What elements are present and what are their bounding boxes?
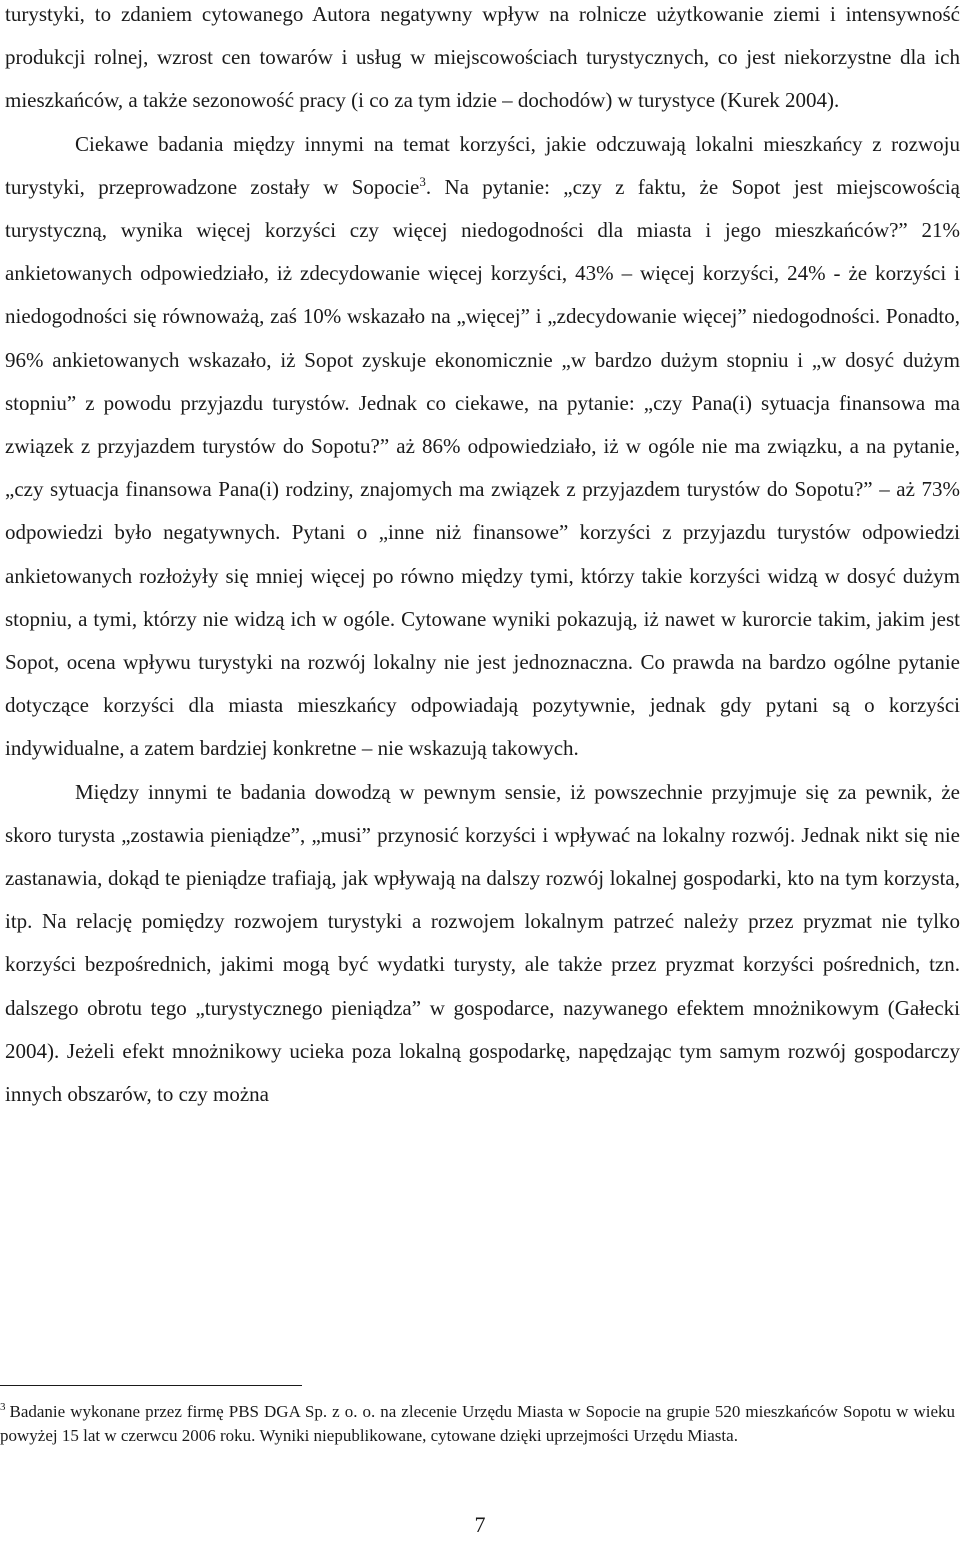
paragraph-2-text-rest: . Na pytanie: „czy z faktu, że Sopot jest miejscowością turystyczną, wynika więcej korzyści czy więcej niedogodności dla miasta i jego mieszkańców?” 21% ankietowanych odpowiedziało, iż zdecydowanie więcej korzyści, 43% – więcej korzyści, 24% - że korzyści i niedogodności się równoważą, zaś 10% wskazało na „więcej” i „zdecydowanie więcej” niedogodności. Ponadto, 96% ankietowanych wskazało, iż Sopot zyskuje ekonomicznie „w bardzo dużym stopniu i „w dosyć dużym stopniu” z powodu przyjazdu turystów. Jednak co ciekawe, na pytanie: „czy Pana(i) sytuacja finansowa ma związek z przyjazdem turystów do Sopotu?” aż 86% odpowiedziało, iż w ogóle nie ma związku, a na pytanie, „czy sytuacja finansowa Pana(i) rodziny, znajomych ma związek z przyjazdem turystów do Sopotu?” – aż 73% odpowiedzi było negatywnych. Pytani o „inne niż finansowe” korzyści z przyjazdu turystów odpowiedzi ankietowanych rozłożyły się mniej więcej po równo między tymi, którzy takie korzyści widzą w dosyć dużym stopniu, a tymi, którzy nie widzą ich w ogóle. Cytowane wyniki pokazują, iż nawet w kurorcie takim, jakim jest Sopot, ocena wpływu turystyki na rozwój lokalny nie jest jednoznaczna. Co prawda na bardzo ogólne pytanie dotyczące korzyści dla miasta mieszkańcy odpowiadają pozytywnie, jednak gdy pytani są o korzyści indywidualne, a zatem bardziej konkretne – nie wskazują takowych. [5, 174, 960, 761]
document-body [5, 0, 960, 1116]
paragraph-2-text-start: Ciekawe badania między innymi na temat korzyści, jakie odczuwają lokalni mieszkańcy z rozwoju turystyki, przeprowadzone zostały w Sopocie [5, 131, 960, 199]
paragraph-1: turystyki, to zdaniem cytowanego Autora negatywny wpływ na rolnicze użytkowanie ziemi i intensywność produkcji rolnej, wzrost cen towarów i usług w miejscowościach turystycznych, co jest niekorzystne dla ich mieszkańców, a także sezonowość pracy (i co za tym idzie – dochodów) w turystyce (Kurek 2004). [5, 2, 960, 113]
footnote-separator [0, 1385, 302, 1386]
footnote-mark: 3 [0, 1401, 6, 1414]
page-number: 7 [474, 1512, 486, 1537]
footnote [0, 1400, 955, 1447]
paragraph-2 [5, 123, 960, 771]
footnote-text: Badanie wykonane przez firmę PBS DGA Sp. z o. o. na zlecenie Urzędu Miasta w Sopocie na grupie 520 mieszkańców Sopotu w wieku powyżej 15 lat w czerwcu 2006 roku. Wyniki niepublikowane, cytowane dzięki uprzejmości Urzędu Miasta. [0, 1402, 955, 1445]
footnote-reference: 3 [419, 173, 426, 189]
paragraph-3: Między innymi te badania dowodzą w pewnym sensie, iż powszechnie przyjmuje się za pewnik, że skoro turysta „zostawia pieniądze”, „musi” przynosić korzyści i wpływać na lokalny rozwój. Jednak nikt się nie zastanawia, dokąd te pieniądze trafiają, jak wpływają na dalszy rozwój lokalnej gospodarki, kto na tym korzysta, itp. Na relację pomiędzy rozwojem turystyki a rozwojem lokalnym patrzeć należy przez pryzmat nie tylko korzyści bezpośrednich, jakimi mogą być wydatki turysty, ale także przez pryzmat korzyści pośrednich, tzn. dalszego obrotu tego „turystycznego pieniądza” w gospodarce, nazywanego efektem mnożnikowym (Gałecki 2004). Jeżeli efekt mnożnikowy ucieka poza lokalną gospodarkę, napędzając tym samym rozwój gospodarczy innych obszarów, to czy można [5, 779, 960, 1107]
